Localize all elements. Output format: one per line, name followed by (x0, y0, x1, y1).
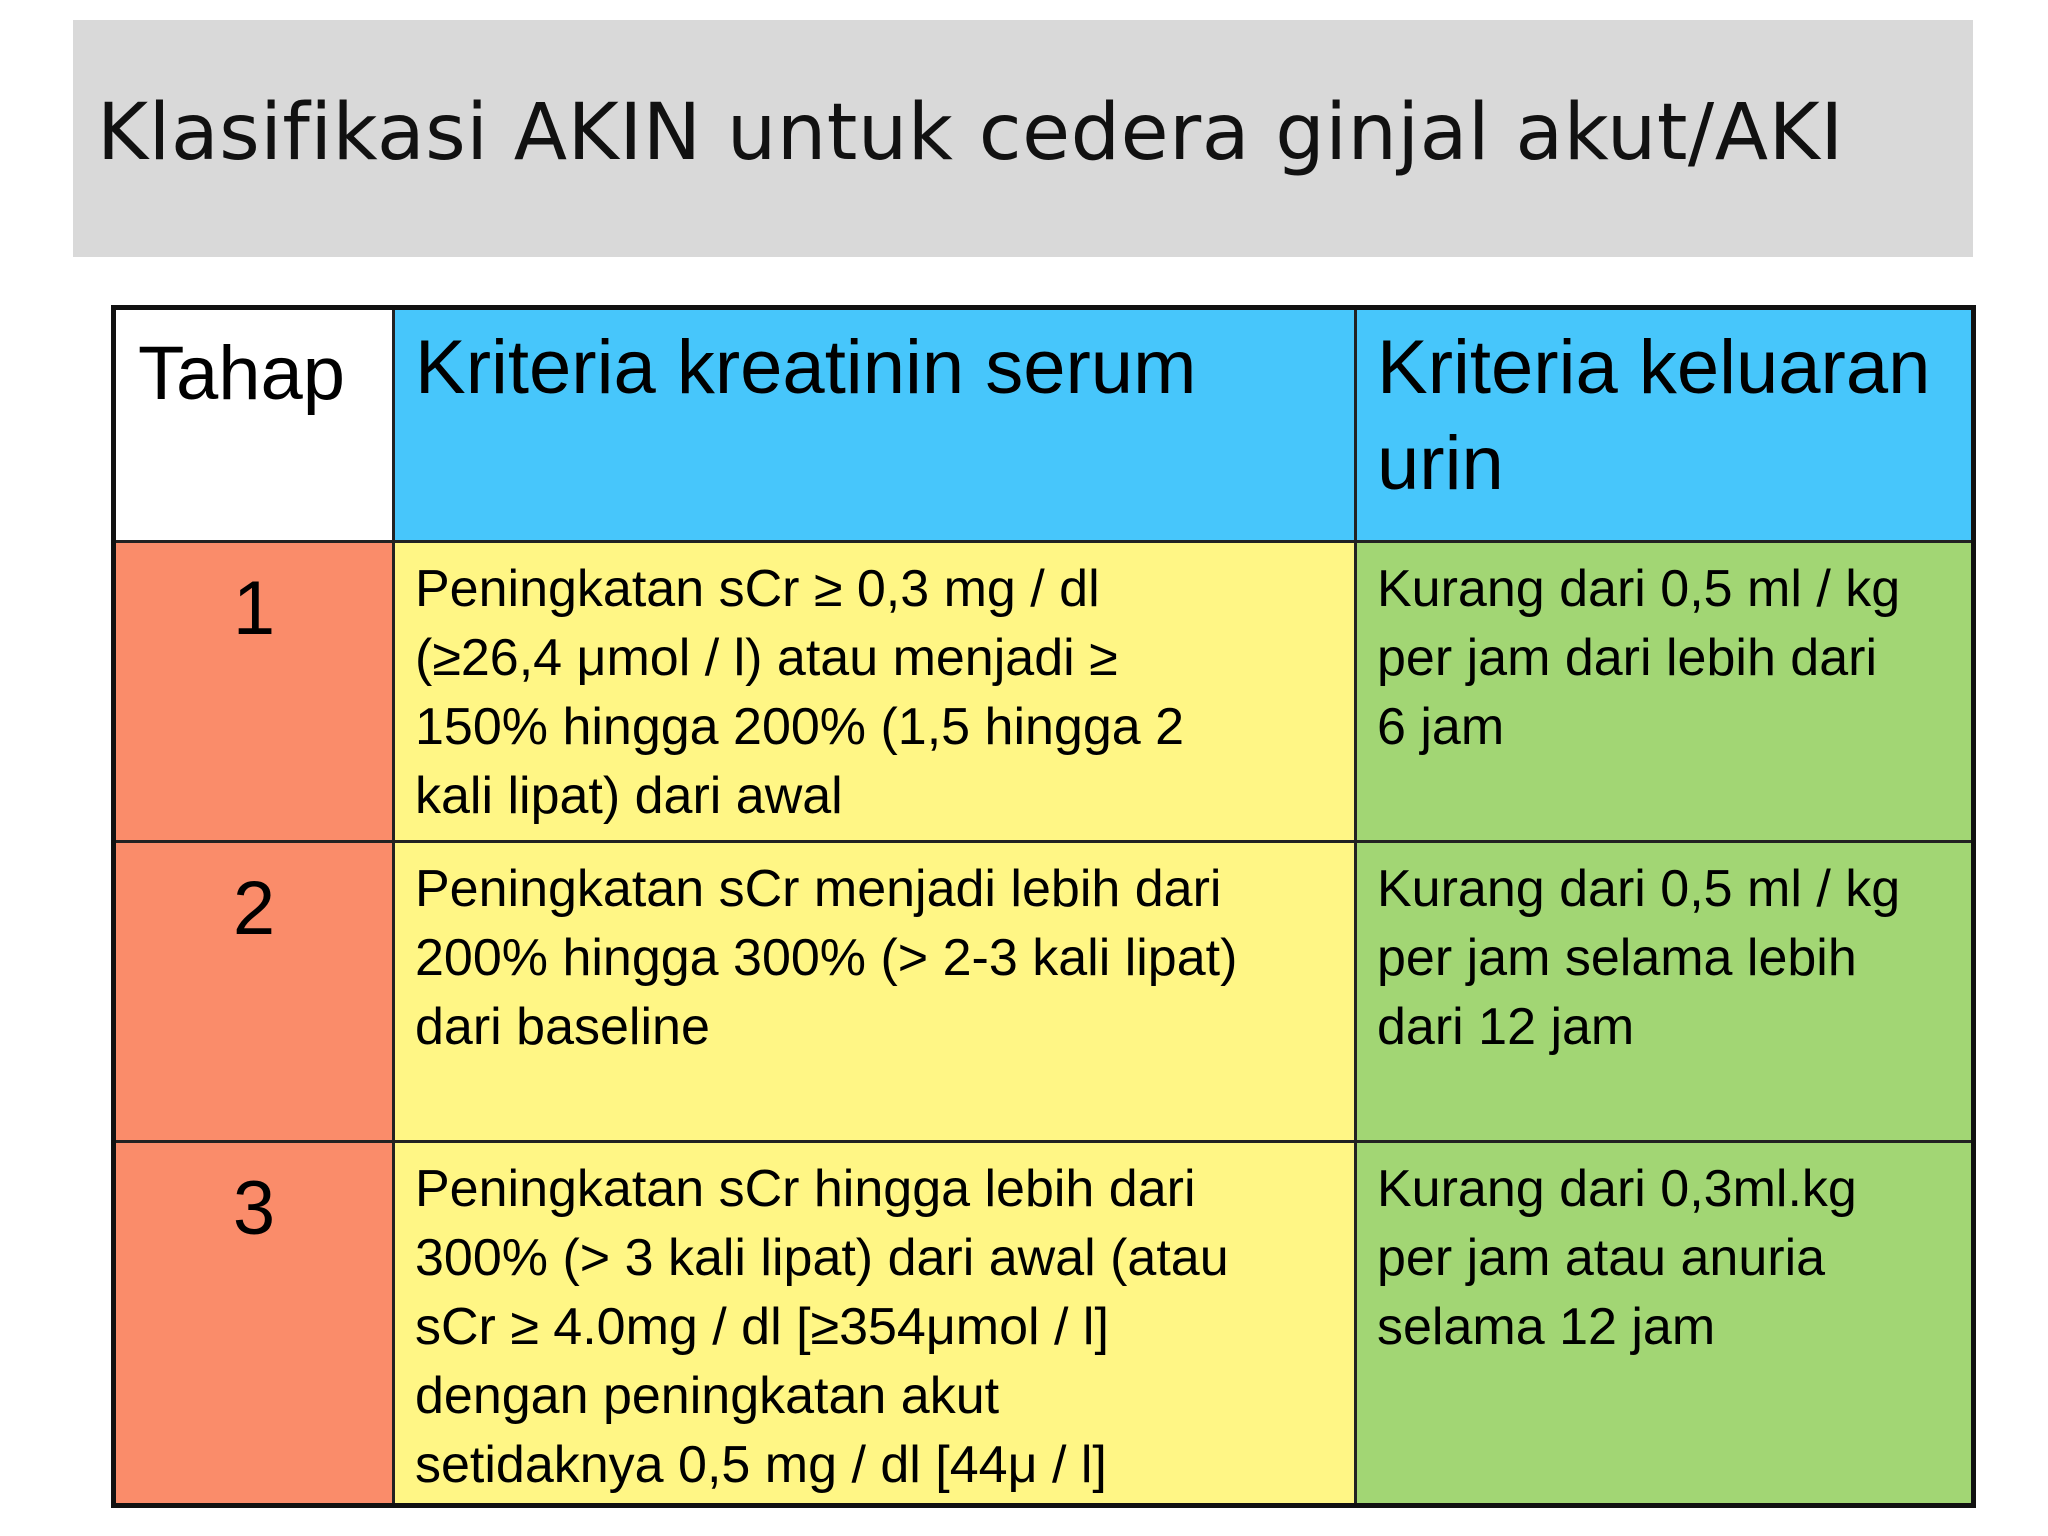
akin-classification-table (111, 305, 1976, 1508)
cell-line: Peningkatan sCr menjadi lebih dari (415, 860, 1222, 918)
header-urine-output (1356, 308, 1974, 542)
table-row (114, 542, 1974, 842)
cell-line: sCr ≥ 4.0mg / dl [≥354μmol / l] (415, 1298, 1109, 1356)
header-urine-output-line: Kriteria keluaran (1377, 325, 1931, 410)
urine-output-cell (1356, 1142, 1974, 1506)
serum-creatinine-cell (394, 842, 1356, 1142)
serum-creatinine-cell (394, 1142, 1356, 1506)
slide-title: Klasifikasi AKIN untuk cedera ginjal akut/AKI (97, 88, 1844, 178)
cell-line: Peningkatan sCr ≥ 0,3 mg / dl (415, 560, 1100, 618)
cell-line: per jam atau anuria (1377, 1229, 1826, 1287)
cell-line: dengan peningkatan akut (415, 1367, 1000, 1425)
cell-line: Kurang dari 0,5 ml / kg (1377, 860, 1901, 918)
urine-output-cell (1356, 842, 1974, 1142)
cell-line: kali lipat) dari awal (415, 767, 843, 825)
table-row (114, 842, 1974, 1142)
serum-creatinine-cell (394, 542, 1356, 842)
table-row (114, 1142, 1974, 1506)
cell-line: dari baseline (415, 998, 710, 1056)
cell-line: per jam selama lebih (1377, 929, 1857, 987)
cell-line: Kurang dari 0,3ml.kg (1377, 1160, 1857, 1218)
title-bar (73, 20, 1973, 257)
cell-line: selama 12 jam (1377, 1298, 1716, 1356)
table-header-row (114, 308, 1974, 542)
urine-output-cell (1356, 542, 1974, 842)
cell-line: (≥26,4 μmol / l) atau menjadi ≥ (415, 629, 1118, 687)
cell-line: per jam dari lebih dari (1377, 629, 1878, 687)
cell-line: Kurang dari 0,5 ml / kg (1377, 560, 1901, 618)
header-serum-creatinine: Kriteria kreatinin serum (394, 308, 1356, 542)
stage-cell: 2 (114, 842, 394, 1142)
stage-cell: 3 (114, 1142, 394, 1506)
cell-line: Peningkatan sCr hingga lebih dari (415, 1160, 1196, 1218)
cell-line: 150% hingga 200% (1,5 hingga 2 (415, 698, 1185, 756)
cell-line: 6 jam (1377, 698, 1505, 756)
cell-line: 200% hingga 300% (> 2-3 kali lipat) (415, 929, 1238, 987)
cell-line: dari 12 jam (1377, 998, 1635, 1056)
stage-cell: 1 (114, 542, 394, 842)
cell-line: setidaknya 0,5 mg / dl [44μ / l] (415, 1436, 1107, 1494)
cell-line: 300% (> 3 kali lipat) dari awal (atau (415, 1229, 1229, 1287)
header-stage: Tahap (114, 308, 394, 542)
header-urine-output-line: urin (1377, 421, 1504, 506)
